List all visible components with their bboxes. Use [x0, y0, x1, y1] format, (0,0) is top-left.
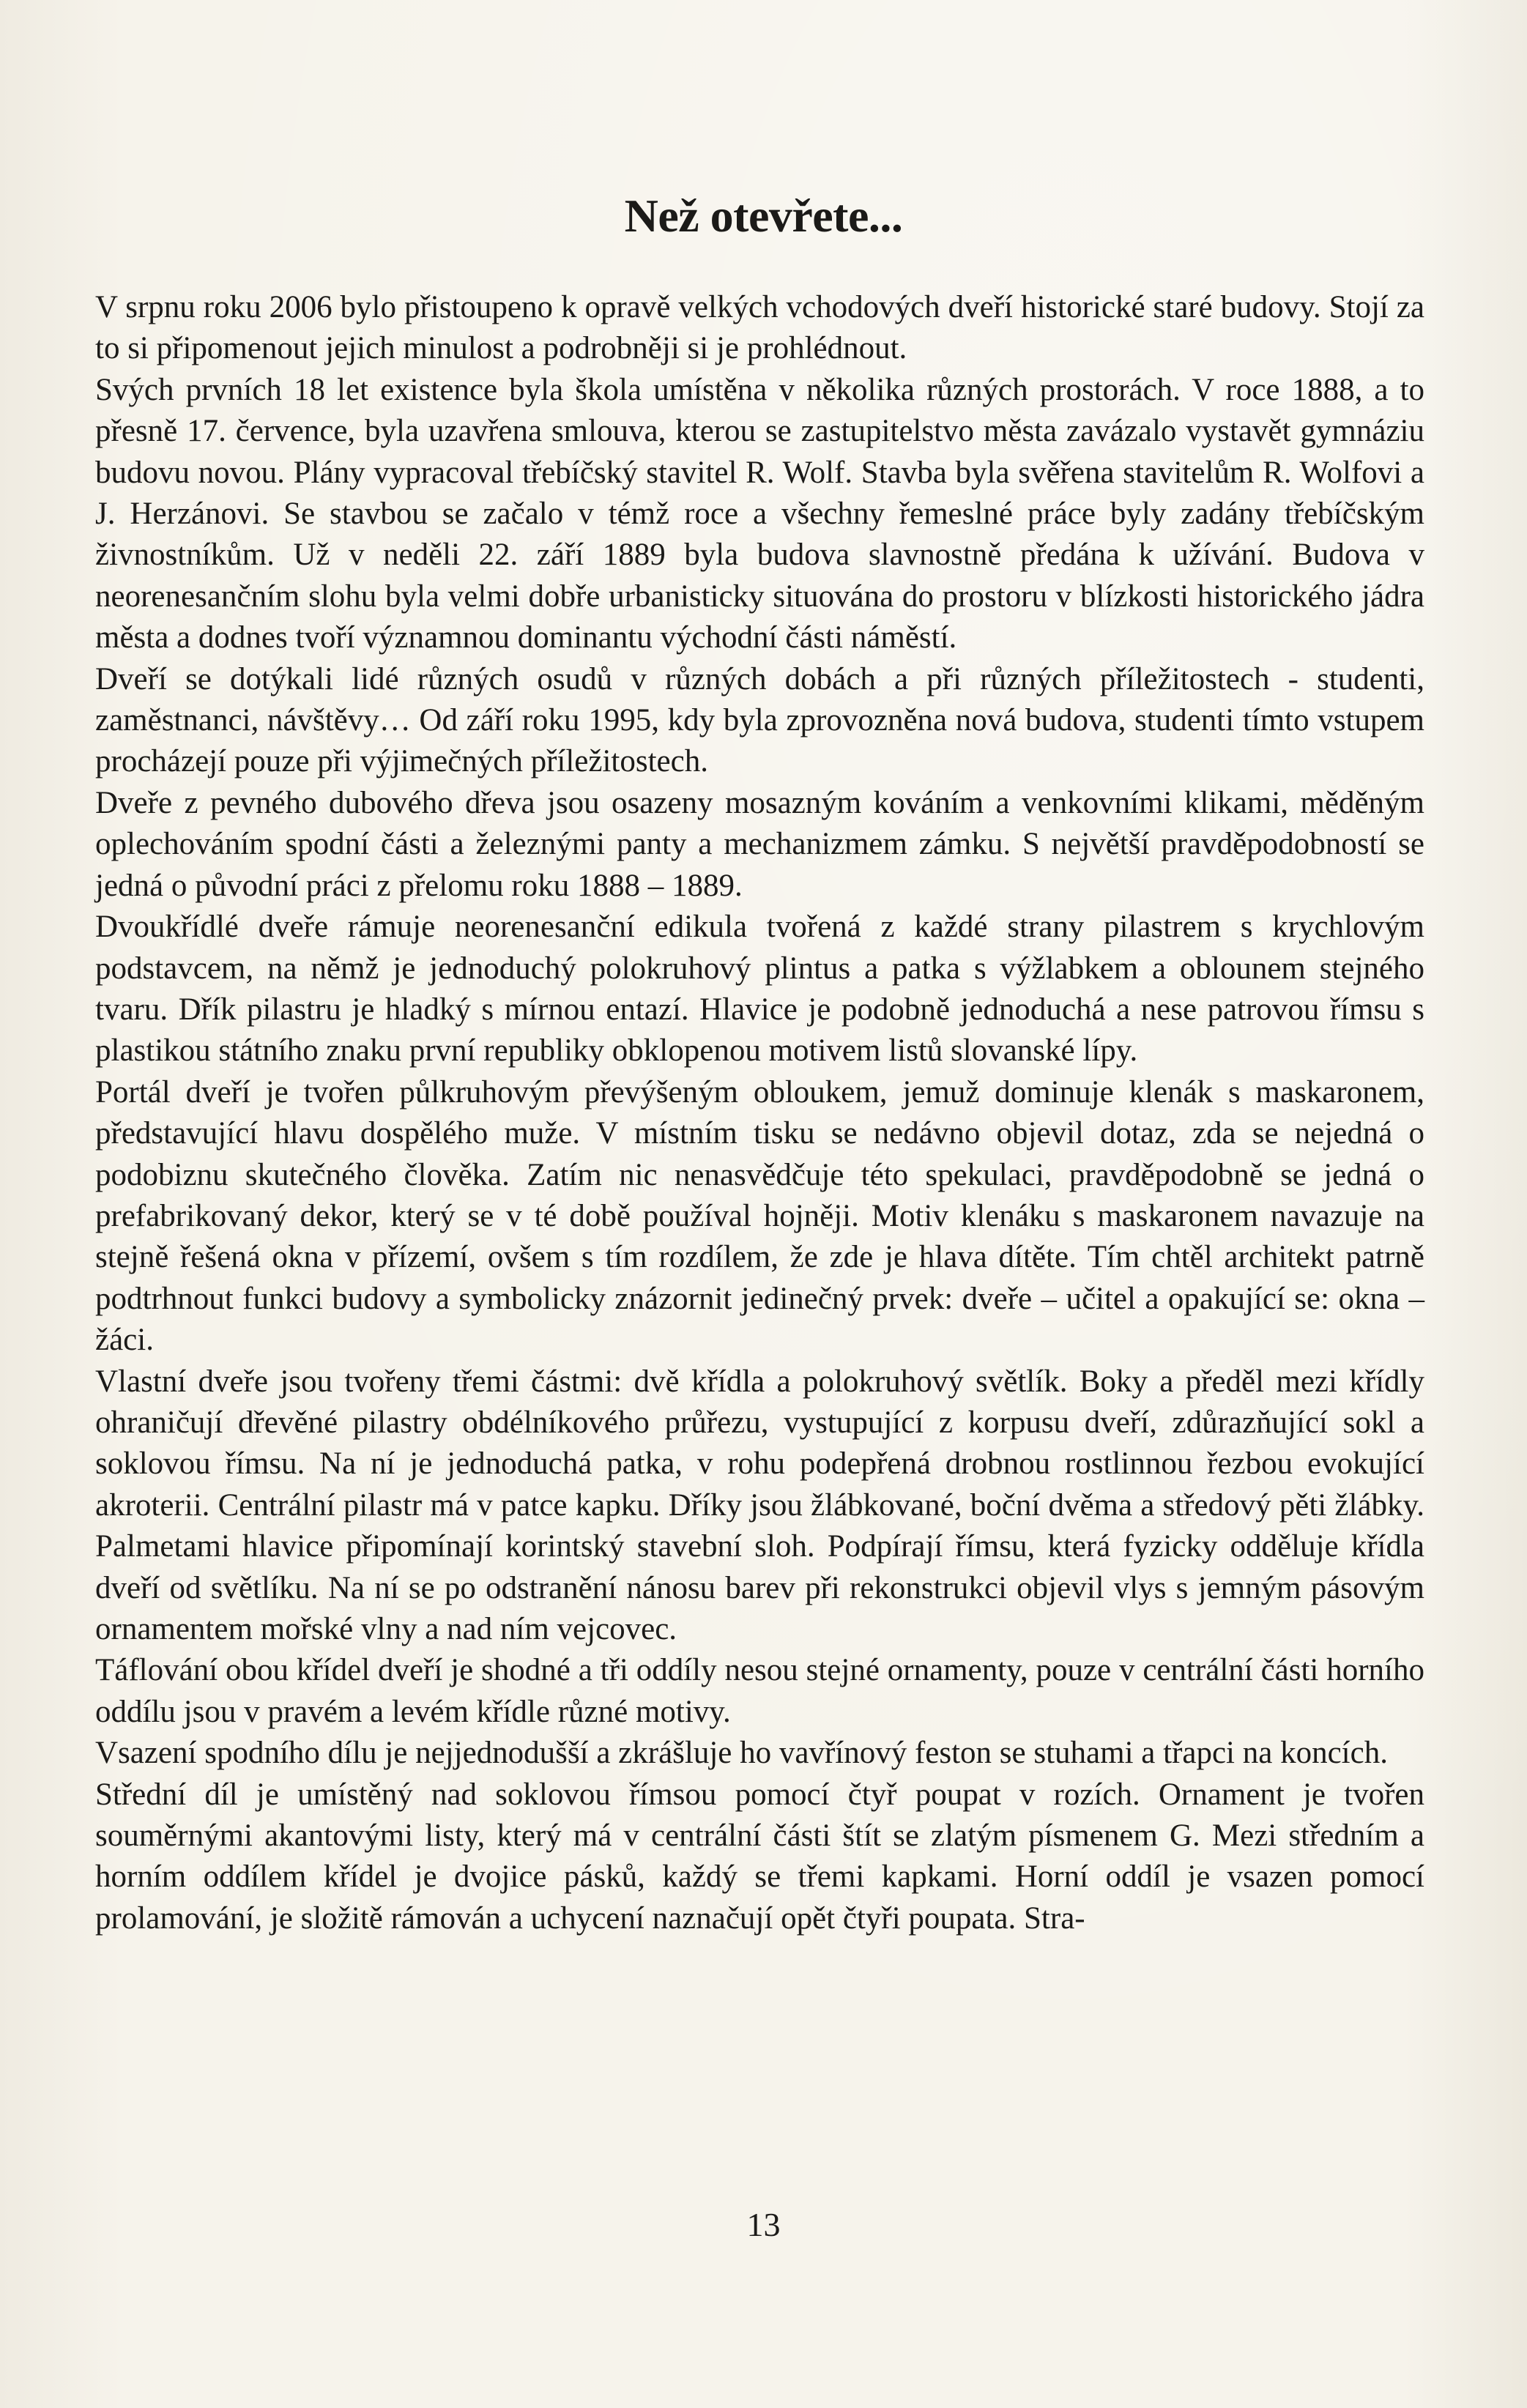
body-text: [95, 287, 1424, 1939]
paragraph: Svých prvních 18 let existence byla škola umístěna v několika různých prostorách. V roce 1888, a to přesně 17. července, byla uzavřena smlouva, kterou se zastupitelstvo města zavázalo vystavět gymnáziu budovu novou. Plány vypracoval třebíčský stavitel R. Wolf. Stavba byla svěřena stavitelům R. Wolfovi a J. Herzánovi. Se stavbou se začalo v témž roce a všechny řemeslné práce byly zadány třebíčským živnostníkům. Už v neděli 22. září 1889 byla budova slavnostně předána k užívání. Budova v neorenesančním slohu byla velmi dobře urbanisticky situována do prostoru v blízkosti historického jádra města a dodnes tvoří významnou dominantu východní části náměstí.: [95, 372, 1424, 655]
paragraph: Dveří se dotýkali lidé různých osudů v různých dobách a při různých příležitostech - studenti, zaměstnanci, návštěvy… Od září roku 1995, kdy byla zprovozněna nová budova, studenti tímto vstupem procházejí pouze při výjimečných příležitostech.: [95, 661, 1424, 779]
paragraph: V srpnu roku 2006 bylo přistoupeno k opravě velkých vchodových dveří historické staré budovy. Stojí za to si připomenout jejich minulost a podrobněji si je prohlédnout.: [95, 290, 1424, 366]
page-number: 13: [746, 2206, 781, 2243]
paragraph: Vsazení spodního dílu je nejjednodušší a zkrášluje ho vavřínový feston se stuhami a třapci na koncích.: [95, 1736, 1388, 1771]
paragraph: Vlastní dveře jsou tvořeny třemi částmi: dvě křídla a polokruhový světlík. Boky a předěl mezi křídly ohraničují dřevěné pilastry obdélníkového průřezu, vystupující z korpusu dveří, zdůrazňující sokl a soklovou římsu. Na ní je jednoduchá patka, v rohu podepřená drobnou rostlinnou řezbou evokující akroterii. Centrální pilastr má v patce kapku. Dříky jsou žlábkované, boční dvěma a středový pěti žlábky. Palmetami hlavice připomínají korintský stavební sloh. Podpírají římsu, která fyzicky odděluje křídla dveří od světlíku. Na ní se po odstranění nánosu barev při rekonstrukci objevil vlys s jemným pásovým ornamentem mořské vlny a nad ním vejcovec.: [95, 1364, 1424, 1646]
paragraph: Táflování obou křídel dveří je shodné a tři oddíly nesou stejné ornamenty, pouze v centrální části horního oddílu jsou v pravém a levém křídle různé motivy.: [95, 1653, 1424, 1729]
paragraph: Portál dveří je tvořen půlkruhovým převýšeným obloukem, jemuž dominuje klenák s maskaronem, představující hlavu dospělého muže. V místním tisku se nedávno objevil dotaz, zda se nejedná o podobiznu skutečného člověka. Zatím nic nenasvědčuje této spekulaci, pravděpodobně se jedná o prefabrikovaný dekor, který se v té době používal hojněji. Motiv klenáku s maskaronem navazuje na stejně řešená okna v přízemí, ovšem s tím rozdílem, že zde je hlava dítěte. Tím chtěl architekt patrně podtrhnout funkci budovy a symbolicky znázornit jedinečný prvek: dveře – učitel a opakující se: okna – žáci.: [95, 1074, 1424, 1358]
paragraph: Dvoukřídlé dveře rámuje neorenesanční edikula tvořená z každé strany pilastrem s krychlovým podstavcem, na němž je jednoduchý polokruhový plintus a patka s výžlabkem a oblounem stejného tvaru. Dřík pilastru je hladký s mírnou entazí. Hlavice je podobně jednoduchá a nese patrovou římsu s plastikou státního znaku první republiky obklopenou motivem listů slovanské lípy.: [95, 910, 1424, 1069]
page-title: Než otevřete...: [624, 189, 903, 242]
paragraph: Střední díl je umístěný nad soklovou římsou pomocí čtyř poupat v rozích. Ornament je tvořen souměrnými akantovými listy, který má v centrální části štít se zlatým písmenem G. Mezi středním a horním oddílem křídel je dvojice pásků, každý se třemi kapkami. Horní oddíl je vsazen pomocí prolamování, je složitě rámován a uchycení naznačují opět čtyři poupata. Stra-: [95, 1777, 1424, 1936]
paragraph: Dveře z pevného dubového dřeva jsou osazeny mosazným kováním a venkovními klikami, měděným oplechováním spodní části a železnými panty a mechanizmem zámku. S největší pravděpodobností se jedná o původní práci z přelomu roku 1888 – 1889.: [95, 785, 1424, 903]
